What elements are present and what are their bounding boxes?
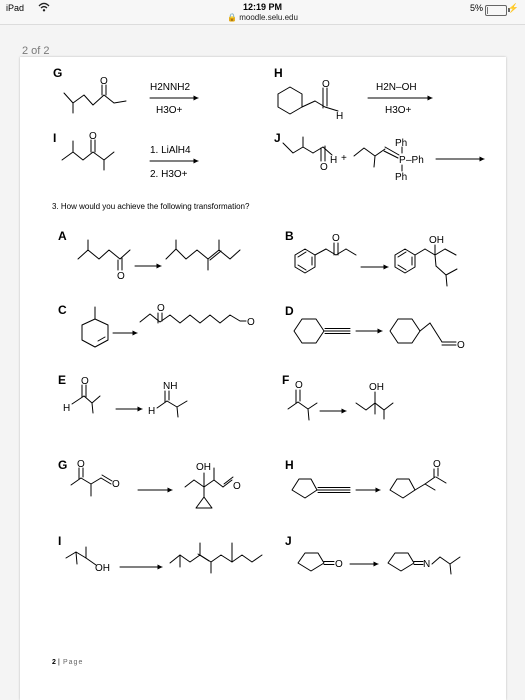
- problem-label-d: D: [285, 304, 294, 318]
- structure-j-aldehyde: [283, 137, 332, 161]
- reagent-h-bottom: H3O+: [385, 105, 412, 116]
- structure-a-product: [166, 240, 240, 270]
- reagent-i-step1: 1. LiAlH4: [150, 145, 191, 156]
- atom-oh: OH: [95, 563, 110, 574]
- reagent-g-top: H2NNH2: [150, 82, 191, 93]
- atom-o: O: [233, 481, 241, 492]
- footer-page-number: 2: [52, 659, 56, 666]
- atom-ph: Ph: [395, 172, 408, 183]
- structure-c-product: [140, 313, 246, 323]
- status-bar: [0, 0, 525, 25]
- device-name: iPad: [6, 3, 25, 13]
- reagent-g-bottom: H3O+: [156, 105, 183, 116]
- atom-o: O: [295, 380, 303, 391]
- battery-percent: 5%: [469, 3, 483, 13]
- atom-o: O: [100, 76, 108, 87]
- problem-label-h2: H: [285, 458, 294, 472]
- problem-label-b: B: [285, 229, 294, 243]
- structure-f-start: [288, 390, 317, 420]
- battery-icon: [485, 5, 507, 16]
- problem-label-j: J: [274, 131, 281, 145]
- reagent-h-top: H2N–OH: [376, 82, 417, 93]
- atom-o: O: [77, 459, 85, 470]
- structure-g-ketone: [64, 85, 126, 113]
- atom-o: O: [322, 79, 330, 90]
- structure-g2-start: [71, 468, 112, 496]
- footer-separator: |: [58, 659, 60, 666]
- atom-h: H: [330, 155, 338, 166]
- atom-ph: –Ph: [406, 155, 424, 166]
- footer-page-word: Page: [63, 659, 84, 666]
- structure-e-start: [72, 385, 100, 413]
- problem-label-j2: J: [285, 534, 292, 548]
- problem-label-i2: I: [58, 534, 62, 548]
- structure-c-start: [82, 307, 108, 347]
- atom-oh: OH: [196, 462, 211, 473]
- atom-h: H: [148, 406, 156, 417]
- structure-d-product: [390, 319, 456, 345]
- atom-p: P: [399, 155, 406, 166]
- structure-d-start: [294, 319, 350, 343]
- atom-o: O: [433, 459, 441, 470]
- atom-h: H: [63, 403, 71, 414]
- url-display[interactable]: [0, 13, 525, 22]
- structure-h2-product: [390, 468, 446, 498]
- structure-e-product: [157, 391, 187, 417]
- problem-label-c: C: [58, 303, 67, 317]
- structure-a-start: [78, 240, 130, 270]
- atom-h: H: [336, 111, 344, 122]
- atom-nh: NH: [163, 381, 178, 392]
- structure-b-start: [295, 243, 356, 273]
- atom-oh: OH: [369, 382, 384, 393]
- structure-j-ylide: [354, 147, 402, 171]
- structure-i2-start: [66, 547, 96, 565]
- reagent-i-step2: 2. H3O+: [150, 169, 188, 180]
- atom-o: O: [332, 233, 340, 244]
- atom-o: O: [247, 317, 255, 328]
- problem-label-a: A: [58, 229, 67, 243]
- atom-o: O: [335, 559, 343, 570]
- plus-sign: +: [341, 153, 347, 164]
- problem-label-f: F: [282, 373, 290, 387]
- problem-label-g: G: [53, 66, 63, 80]
- problem-label-e: E: [58, 373, 67, 387]
- structure-j2-start: [298, 553, 334, 571]
- structure-g2-product: [185, 468, 233, 508]
- document-page[interactable]: [20, 57, 506, 700]
- atom-o: O: [112, 479, 120, 490]
- atom-o: O: [457, 340, 465, 351]
- atom-o: O: [157, 303, 165, 314]
- problem-label-g2: G: [58, 458, 68, 472]
- problem-label-h: H: [274, 66, 283, 80]
- structure-f-product: [356, 392, 393, 419]
- structure-h2-start: [292, 479, 350, 498]
- charging-icon: ⚡: [507, 3, 519, 13]
- atom-o: O: [81, 376, 89, 387]
- structure-h-aldehyde: [278, 87, 338, 114]
- url-text: moodle.selu.edu: [239, 13, 298, 22]
- problem-label-i: I: [53, 131, 57, 145]
- structure-i2-product: [170, 543, 262, 573]
- clock: 12:19 PM: [242, 2, 283, 12]
- battery-fill: [487, 7, 488, 14]
- atom-o: O: [320, 162, 328, 173]
- question-3: 3. How would you achieve the following transformation?: [52, 202, 250, 211]
- page-counter: 2 of 2: [22, 45, 50, 57]
- atom-o: O: [117, 271, 125, 282]
- atom-n: N: [423, 559, 431, 570]
- atom-ph: Ph: [395, 138, 408, 149]
- chemistry-worksheet: [20, 57, 506, 700]
- structure-b-product: [395, 245, 457, 286]
- lock-icon: 🔒: [227, 13, 237, 22]
- structure-i-ketone: [62, 140, 114, 170]
- atom-oh: OH: [429, 235, 444, 246]
- atom-o: O: [89, 131, 97, 142]
